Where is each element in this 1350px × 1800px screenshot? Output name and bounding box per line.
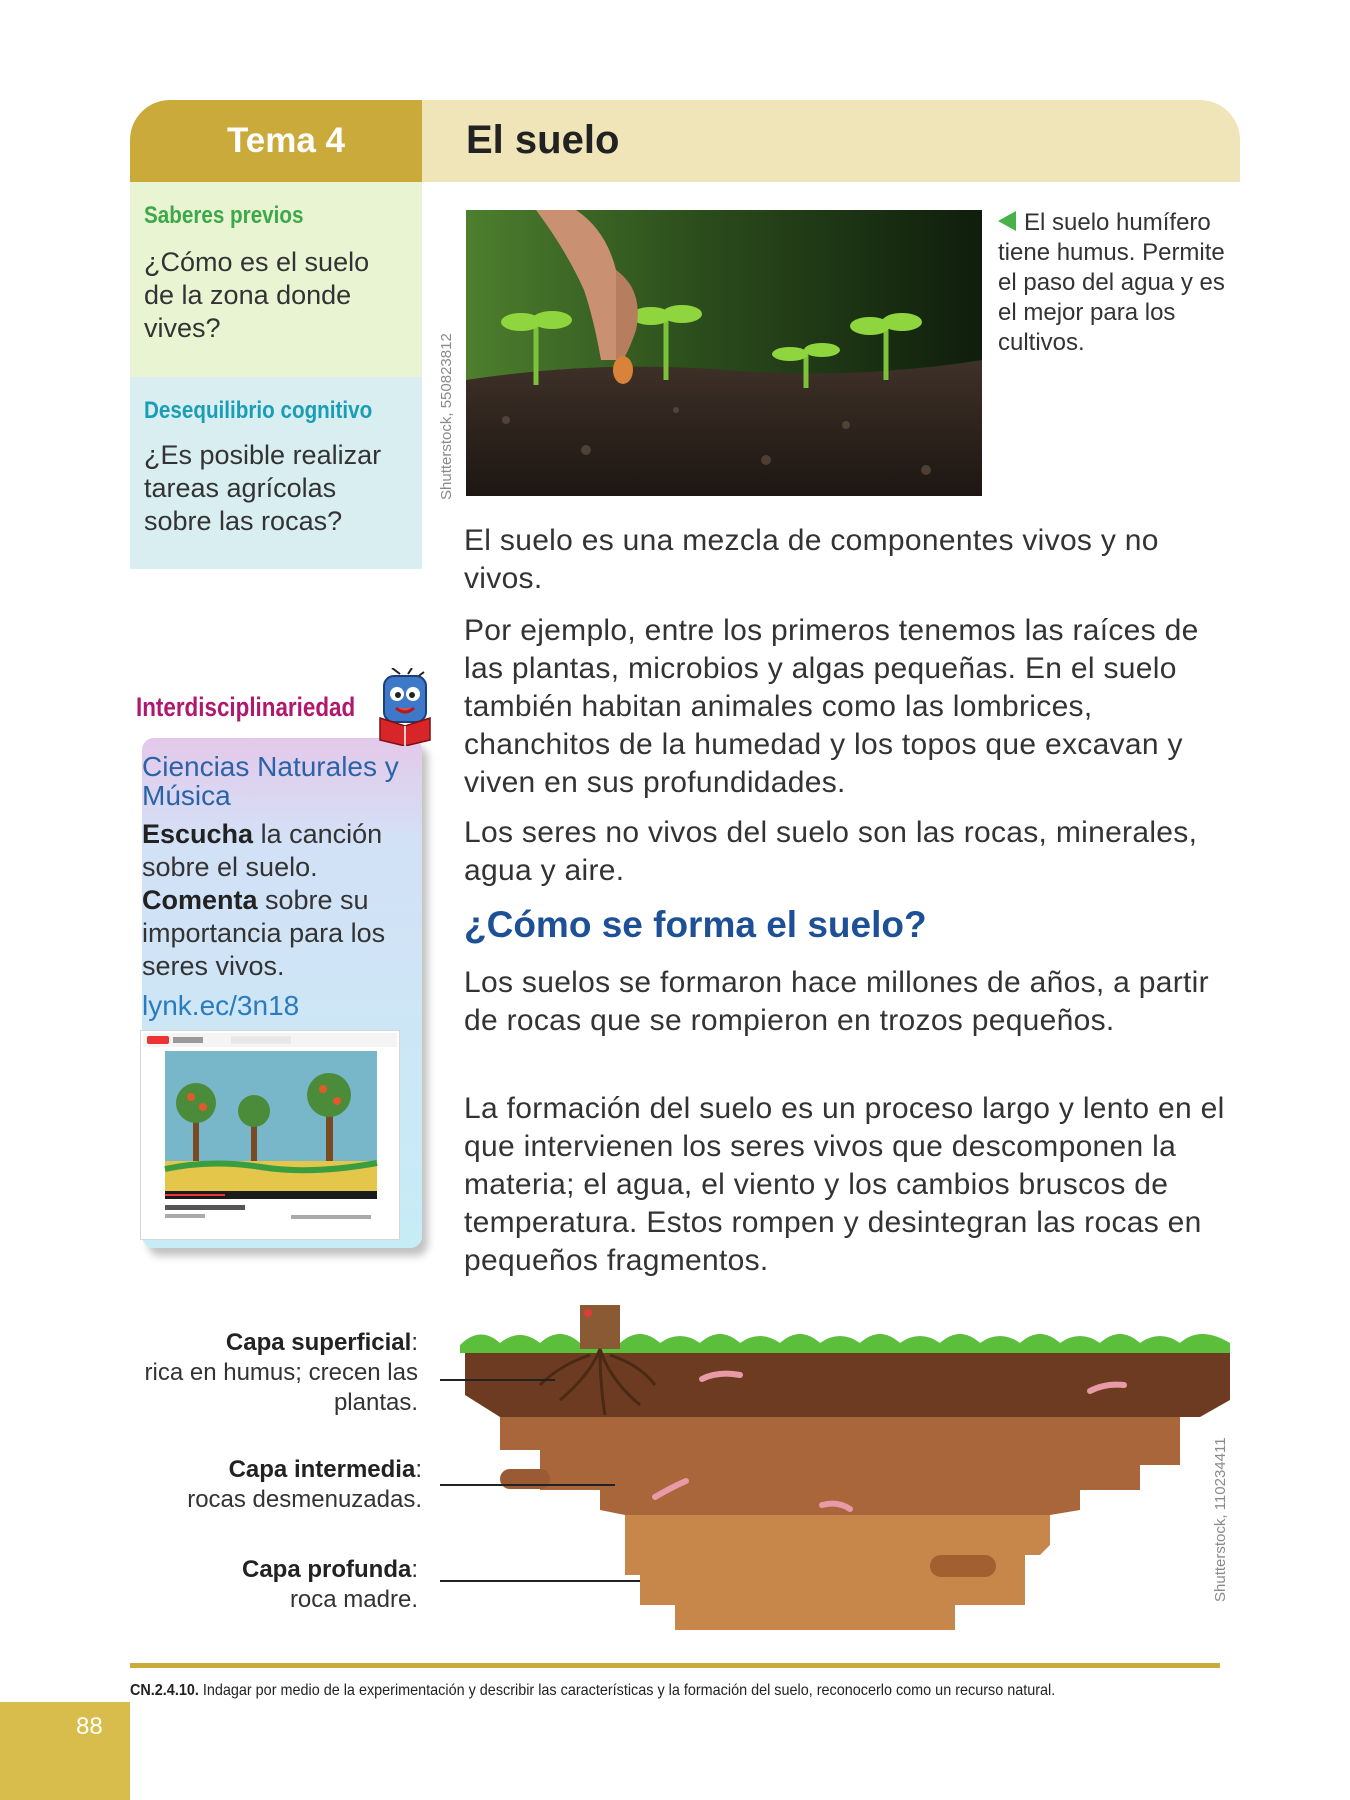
book-mascot-icon — [370, 668, 440, 746]
tema-label: Tema 4 — [226, 121, 346, 160]
footer-rule — [130, 1663, 1220, 1668]
curriculum-code: CN.2.4.10. — [130, 1682, 199, 1699]
curriculum-text: Indagar por medio de la experimentación y describir las características y la formación del suelo, reconocerlo como un recurso natural. — [198, 1682, 1056, 1699]
paragraph-3: Los seres no vivos del suelo son las rocas, minerales, agua y aire. — [464, 816, 1198, 887]
photo-caption — [998, 208, 1230, 358]
layer-name: Capa intermedia — [228, 1456, 416, 1483]
verb-escucha: Escucha — [142, 819, 254, 849]
label-bracket-lines — [440, 1350, 444, 1600]
text-escucha: la canción sobre el suelo. — [142, 819, 383, 882]
desequilibrio-heading: Desequilibrio cognitivo — [144, 397, 373, 424]
desequilibrio-question: ¿Es posible realizar tareas agrícolas sobre las rocas? — [144, 440, 382, 536]
section-heading: ¿Cómo se forma el suelo? — [464, 904, 927, 945]
saberes-previos-heading: Saberes previos — [144, 202, 304, 229]
verb-comenta: Comenta — [142, 885, 258, 915]
saberes-previos-box — [130, 182, 422, 377]
desequilibrio-cognitivo-box — [130, 377, 422, 569]
page-title: El suelo — [466, 118, 620, 162]
layer-description: rocas desmenuzadas. — [187, 1486, 422, 1513]
diagram-credit: Shutterstock, 110234411 — [1212, 1437, 1229, 1602]
video-thumbnail[interactable] — [140, 1030, 400, 1240]
page-number: 88 — [76, 1713, 103, 1740]
layer-label-intermedia: Capa intermedia: rocas desmenuzadas. — [187, 1456, 422, 1513]
paragraph-5: La formación del suelo es un proceso largo y lento en el que intervienen los seres vivos que descomponen la materia; el agua, el viento y los cambios bruscos de temperatura. Estos rompen y desintegran las rocas en pequeños fragmentos. — [464, 1092, 1225, 1277]
layer-label-profunda: Capa profunda: roca madre. — [241, 1556, 418, 1613]
layer-description: roca madre. — [289, 1586, 418, 1613]
seedlings-photo — [466, 210, 982, 496]
photo-credit: Shutterstock, 550823812 — [438, 333, 455, 500]
page-number-box — [0, 1702, 130, 1800]
paragraph-1: El suelo es una mezcla de componentes vivos y no vivos. — [464, 524, 1159, 595]
layer-name: Capa profunda — [241, 1556, 412, 1583]
interdisciplinariedad-heading: Interdisciplinariedad — [136, 692, 356, 722]
song-link[interactable]: lynk.ec/3n18 — [142, 990, 300, 1021]
layer-label-superficial: Capa superficial: rica en humus; crecen las plantas. — [144, 1329, 418, 1416]
layer-description: rica en humus; crecen las plantas. — [144, 1359, 418, 1416]
tema-tab — [130, 100, 422, 182]
paragraph-2: Por ejemplo, entre los primeros tenemos las raíces de las plantas, microbios y algas pequeñas. En el suelo también habitan animales como las lombrices, chanchitos de la humedad y los topos que excavan y viven en sus profundidades. — [464, 614, 1199, 799]
curriculum-footer — [130, 1682, 1055, 1700]
soil-layers-diagram — [440, 1305, 1230, 1635]
text-comenta: sobre su importancia para los seres vivos. — [142, 885, 386, 981]
caption-arrow-icon — [998, 211, 1016, 231]
interdisciplinariedad-body — [142, 818, 414, 983]
layer-name: Capa superficial — [225, 1329, 412, 1356]
saberes-previos-question: ¿Cómo es el suelo de la zona donde vives? — [144, 247, 370, 343]
photo-caption-text: El suelo humífero tiene humus. Permite el paso del agua y es el mejor para los cultivos. — [998, 209, 1225, 356]
interdisciplinariedad-subtitle: Ciencias Naturales y Música — [142, 751, 399, 811]
paragraph-4: Los suelos se formaron hace millones de años, a partir de rocas que se rompieron en trozos pequeños. — [464, 966, 1209, 1037]
